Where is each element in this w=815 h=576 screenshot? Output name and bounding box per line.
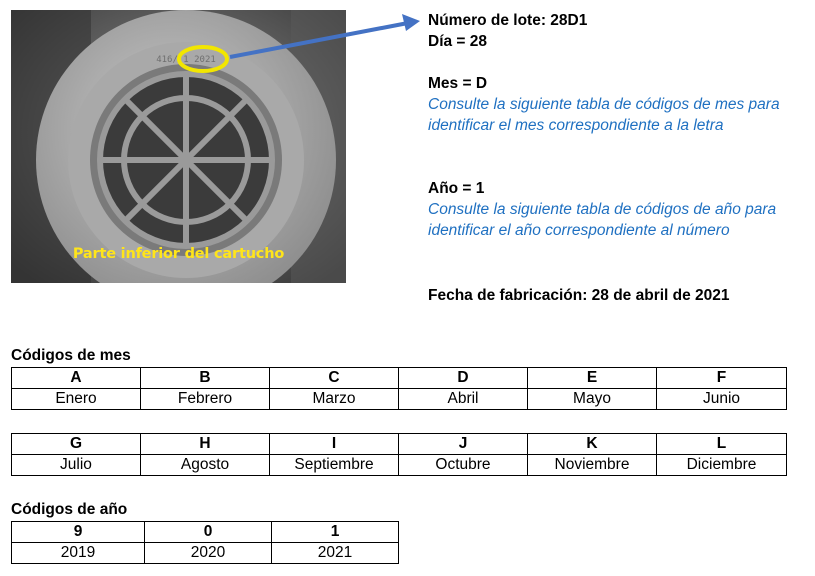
year-code-cell: 9	[12, 522, 145, 543]
month-name-cell: Enero	[12, 389, 141, 410]
month-name-cell: Abril	[399, 389, 528, 410]
month-codes-title: Códigos de mes	[11, 347, 131, 364]
month-codes-table-1	[11, 367, 787, 410]
cartridge-photo	[11, 10, 346, 283]
lot-info	[428, 10, 587, 52]
year-codes-table	[11, 521, 399, 564]
month-name-cell: Septiembre	[270, 455, 399, 476]
month-code-cell: I	[270, 434, 399, 455]
year-value: Año = 1	[428, 180, 485, 197]
year-codes-title: Códigos de año	[11, 501, 128, 518]
month-info	[428, 73, 798, 136]
month-code-cell: K	[528, 434, 657, 455]
month-name-cell: Mayo	[528, 389, 657, 410]
month-code-cell: D	[399, 368, 528, 389]
month-code-cell: F	[657, 368, 787, 389]
photo-caption: Parte inferior del cartucho	[72, 246, 285, 262]
year-code-cell: 1	[272, 522, 399, 543]
cartridge-illustration	[11, 10, 346, 283]
year-code-cell: 0	[145, 522, 272, 543]
manufacture-date: Fecha de fabricación: 28 de abril de 2021	[428, 287, 730, 304]
month-name-cell: Octubre	[399, 455, 528, 476]
month-code-cell: E	[528, 368, 657, 389]
month-code-cell: B	[141, 368, 270, 389]
year-note: Consulte la siguiente tabla de códigos de año para identificar el año correspondiente al número	[428, 201, 777, 239]
month-name-cell: Junio	[657, 389, 787, 410]
month-name-cell: Diciembre	[657, 455, 787, 476]
year-value-cell: 2020	[145, 543, 272, 564]
month-name-cell: Noviembre	[528, 455, 657, 476]
year-value-cell: 2019	[12, 543, 145, 564]
lot-number: Número de lote: 28D1	[428, 12, 588, 29]
month-note: Consulte la siguiente tabla de códigos de mes para identificar el mes correspondiente a la letra	[428, 96, 780, 134]
month-name-cell: Febrero	[141, 389, 270, 410]
month-code-cell: A	[12, 368, 141, 389]
month-code-cell: J	[399, 434, 528, 455]
month-code-cell: G	[12, 434, 141, 455]
day-value: Día = 28	[428, 33, 488, 50]
year-info	[428, 178, 798, 241]
stamp-text: 416/ 1 2021	[156, 55, 216, 65]
month-codes-table-2	[11, 433, 787, 476]
month-value: Mes = D	[428, 75, 488, 92]
manufacture-info	[428, 285, 730, 306]
month-name-cell: Julio	[12, 455, 141, 476]
month-code-cell: H	[141, 434, 270, 455]
year-value-cell: 2021	[272, 543, 399, 564]
month-code-cell: C	[270, 368, 399, 389]
month-code-cell: L	[657, 434, 787, 455]
month-name-cell: Marzo	[270, 389, 399, 410]
month-name-cell: Agosto	[141, 455, 270, 476]
